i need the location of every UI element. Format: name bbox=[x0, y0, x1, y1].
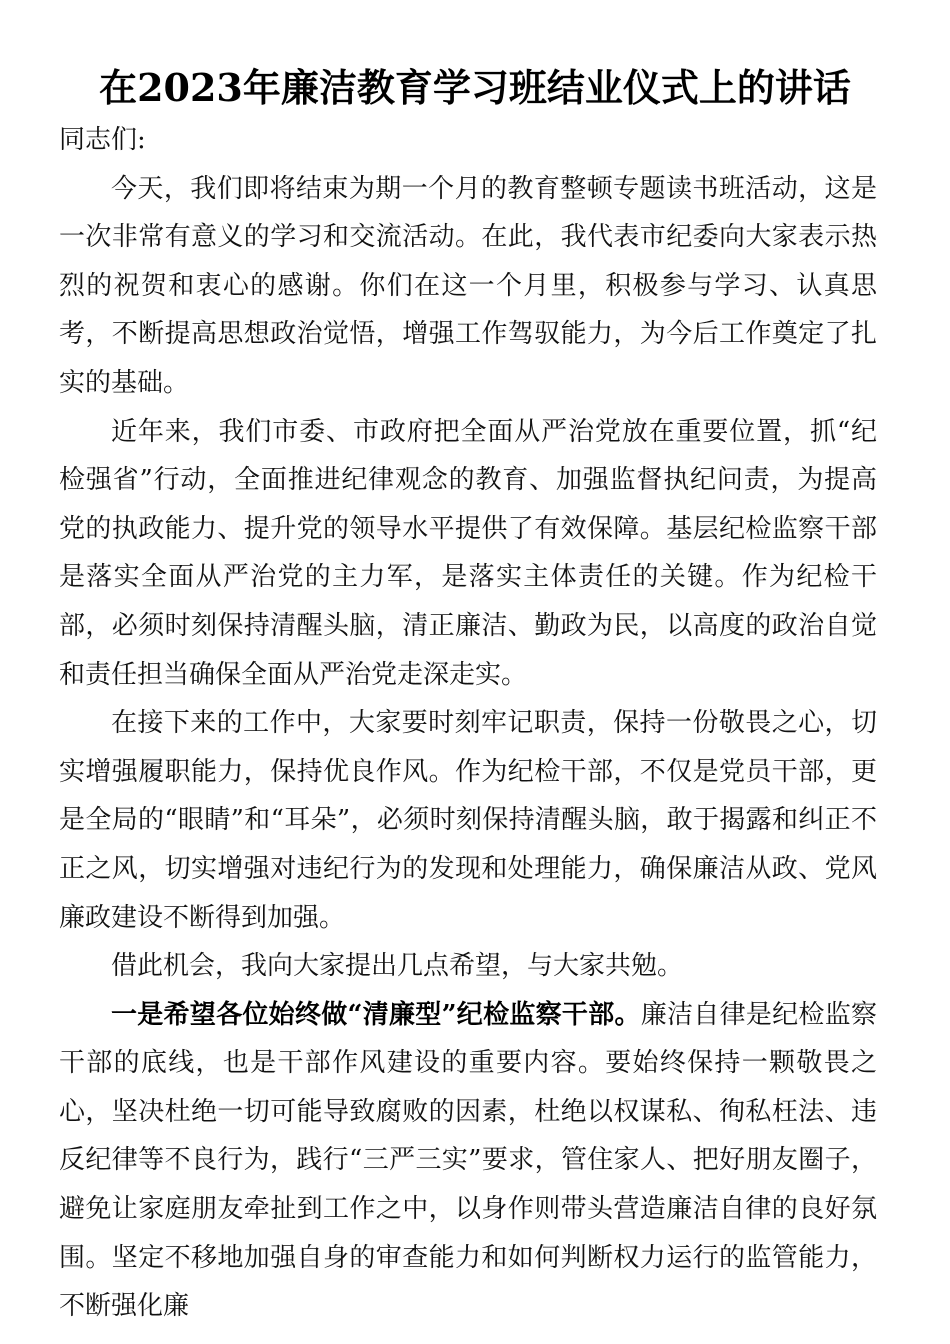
paragraph-2: 近年来，我们市委、市政府把全面从严治党放在重要位置，抓“纪检强省”行动，全面推进纪律观念的教育、加强监督执纪问责，为提高党的执政能力、提升党的领导水平提供了有效保障。基层纪检监察干部是落实全面从严治党的主力军，是落实主体责任的关键。作为纪检干部，必须时刻保持清醒头脑，清正廉洁、勤政为民，以高度的政治自觉和责任担当确保全面从严治党走深走实。 bbox=[59, 416, 877, 690]
document-title: 在2023年廉洁教育学习班结业仪式上的讲话 bbox=[99, 65, 851, 110]
paragraph-5 bbox=[59, 991, 877, 1331]
paragraph-4: 借此机会，我向大家提出几点希望，与大家共勉。 bbox=[111, 951, 684, 982]
paragraph-5-text: 廉洁自律是纪检监察干部的底线，也是干部作风建设的重要内容。要始终保持一颗敬畏之心，坚决杜绝一切可能导致腐败的因素，杜绝以权谋私、徇私枉法、违反纪律等不良行为，践行“三严三实”要求，管住家人、把好朋友圈子，避免让家庭朋友牵扯到工作之中，以身作则带头营造廉洁自律的良好氛围。坚定不移地加强自身的审查能力和如何判断权力运行的监管能力，不断强化廉 bbox=[59, 999, 877, 1322]
paragraph-5-lead: 一是希望各位始终做“清廉型”纪检监察干部。 bbox=[111, 999, 641, 1030]
paragraph-3: 在接下来的工作中，大家要时刻牢记职责，保持一份敬畏之心，切实增强履职能力，保持优良作风。作为纪检干部，不仅是党员干部，更是全局的“眼睛”和“耳朵”，必须时刻保持清醒头脑，敢于揭露和纠正不正之风，切实增强对违纪行为的发现和处理能力，确保廉洁从政、党风廉政建设不断得到加强。 bbox=[59, 708, 877, 933]
document-body bbox=[59, 116, 877, 1331]
paragraph-1: 今天，我们即将结束为期一个月的教育整顿专题读书班活动，这是一次非常有意义的学习和交流活动。在此，我代表市纪委向大家表示热烈的祝贺和衷心的感谢。你们在这一个月里，积极参与学习、认真思考，不断提高思想政治觉悟，增强工作驾驭能力，为今后工作奠定了扎实的基础。 bbox=[59, 173, 877, 398]
salutation: 同志们: bbox=[59, 125, 146, 155]
